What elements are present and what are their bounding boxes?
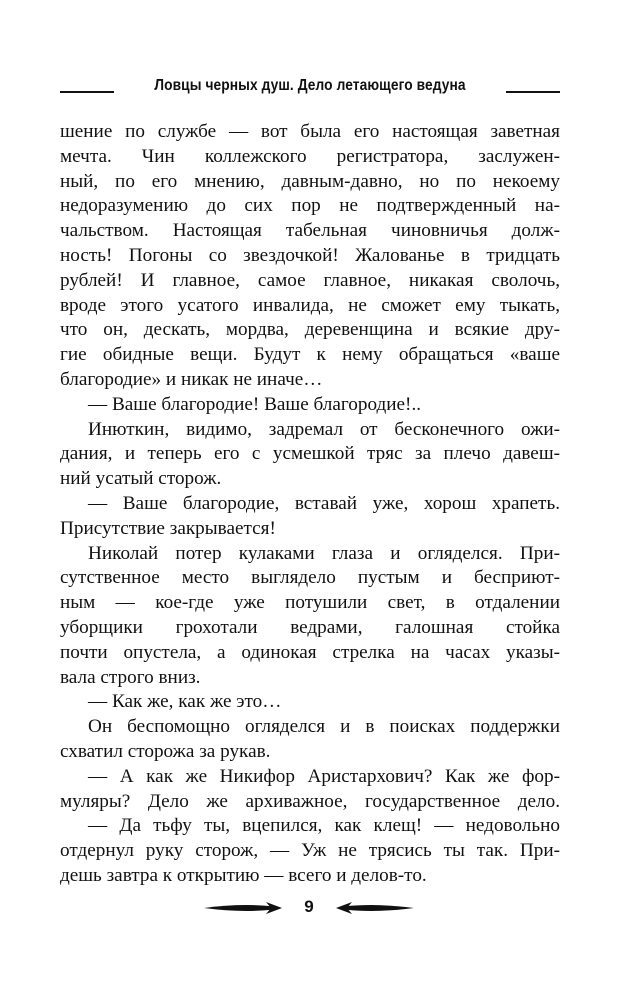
text-line: дания, и теперь его с усмешкой тряс за плечо давеш- bbox=[60, 443, 560, 465]
header-rule-right bbox=[506, 91, 560, 93]
text-line: Присутствие закрывается! bbox=[60, 517, 276, 539]
text-line: муляры? Дело же архиважное, государственное дело. bbox=[60, 790, 560, 812]
text-line: рублей! И главное, самое главное, никакая сволочь, bbox=[60, 269, 560, 291]
text-line: почти опустела, а одинокая стрелка на часах указы- bbox=[60, 641, 560, 663]
body-text bbox=[60, 120, 560, 889]
text-line: — А как же Никифор Аристархович? Как же фор- bbox=[88, 765, 560, 787]
text-line: шение по службе — вот была его настоящая заветная bbox=[60, 121, 560, 142]
text-line: дешь завтра к открытию — всего и делов-то. bbox=[60, 864, 427, 886]
text-line: — Да тьфу ты, вцепился, как клещ! — недовольно bbox=[88, 815, 560, 837]
text-line: чальством. Настоящая табельная чиновничья долж- bbox=[60, 220, 560, 242]
text-line: Инюткин, видимо, задремал от бесконечного ожи- bbox=[88, 418, 560, 440]
text-line: вроде этого усатого инвалида, не сможет ему тыкать, bbox=[60, 294, 560, 316]
text-line: вала строго вниз. bbox=[60, 666, 201, 688]
running-header bbox=[60, 74, 560, 98]
text-line: ным — кое-где уже потушили свет, в отдалении bbox=[60, 592, 560, 614]
text-line: Николай потер кулаками глаза и огляделся. При- bbox=[88, 542, 560, 564]
text-line: мечта. Чин коллежского регистратора, заслужен- bbox=[60, 145, 560, 167]
text-line: ность! Погоны со звездочкой! Жалованье в тридцать bbox=[60, 244, 560, 266]
running-title: Ловцы черных душ. Дело летающего ведуна bbox=[154, 77, 466, 94]
text-line: гие обидные вещи. Будут к нему обращаться «ваше bbox=[60, 344, 560, 366]
header-rule-left bbox=[60, 91, 114, 93]
text-line: — Как же, как же это… bbox=[88, 691, 282, 713]
text-line: схватил сторожа за рукав. bbox=[60, 740, 271, 762]
text-line: что он, дескать, мордва, деревенщина и всякие дру- bbox=[60, 319, 560, 341]
text-line: Он беспомощно огляделся и в поисках поддержки bbox=[88, 716, 560, 738]
text-line: недоразумению до сих пор не подтвержденный на- bbox=[60, 195, 560, 217]
text-line: отдернул руку сторож, — Уж не трясись ты так. При- bbox=[60, 840, 560, 862]
text-line: ный, по его мнению, давным-давно, но по некоему bbox=[60, 170, 560, 192]
text-line: благородие» и никак не иначе… bbox=[60, 368, 323, 390]
text-line: — Ваше благородие, вставай уже, хорош храпеть. bbox=[88, 492, 560, 514]
page-footer bbox=[202, 896, 416, 920]
text-line: ний усатый сторож. bbox=[60, 468, 222, 490]
page-number: 9 bbox=[304, 897, 314, 916]
text-line: уборщики грохотали ведрами, галошная стойка bbox=[60, 616, 560, 638]
text-line: — Ваше благородие! Ваше благородие!.. bbox=[88, 393, 422, 415]
text-line: сутственное место выглядело пустым и бесприют- bbox=[60, 567, 560, 589]
